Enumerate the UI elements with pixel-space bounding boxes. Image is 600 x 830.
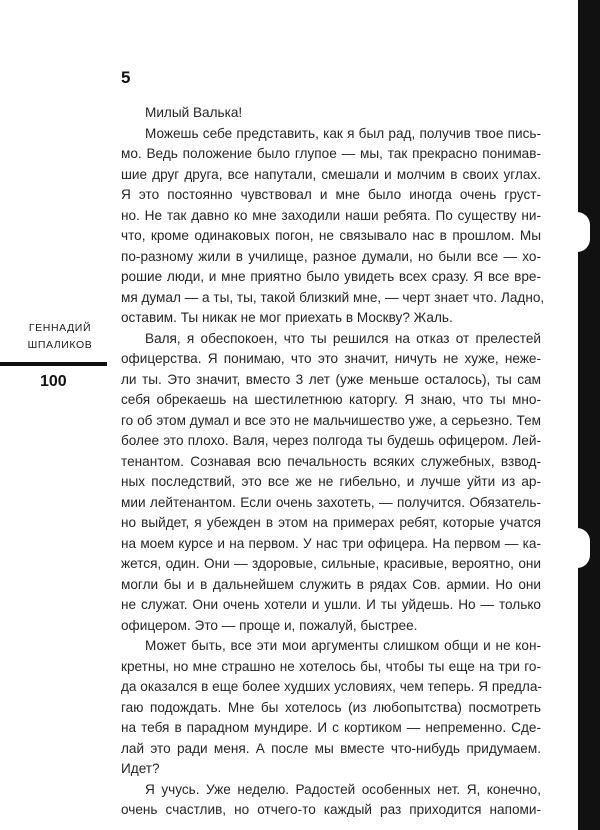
letter-number: 5 xyxy=(121,68,131,87)
text-line: жется, один. Они — здоровые, сильные, красивые, вероятно, они xyxy=(121,556,541,571)
text-line: по-разному жили в училище, разное думали, но были все — хо- xyxy=(121,248,541,264)
text-line: офицерства. Я понимаю, что это значит, ничуть не хуже, нежe- xyxy=(121,351,541,366)
author-divider xyxy=(0,362,107,366)
text-line: что, кроме одинаковых погон, не связывало нас в прошлом. Мы xyxy=(121,228,541,243)
text-line: лай это ради меня. А после мы вместе что-нибудь придумаем. xyxy=(121,740,541,756)
text-line: шие друг друга, все напутали, смешали и молчим в своих углах. xyxy=(121,166,541,182)
text-line: мя думал — а ты, ты, такой близкий мне, — черт знает что. Ладно, xyxy=(121,289,545,305)
page-edge-notch xyxy=(564,528,590,568)
text-line: гаю подождать. Мне бы хотелось (из любопытства) посмотреть xyxy=(121,699,541,715)
text-line: могли бы и в дальнейшем служить в рядах Сов. армии. Но они xyxy=(121,576,541,592)
page-edge-notch xyxy=(564,212,590,252)
salutation-line: Милый Валька! xyxy=(145,105,243,120)
page-number: 100 xyxy=(40,373,67,390)
text-line: кретны, но мне страшно не хотелось бы, чтобы ты еще на три го- xyxy=(121,658,541,674)
text-line: Валя, я обеспокоен, что ты решился на отказ от прелестей xyxy=(145,330,541,346)
text-line: Может быть, все эти мои аргументы слишком общи и не кон- xyxy=(145,638,541,653)
text-line: более это плохо. Валя, через полгода ты будешь офицером. Лей- xyxy=(121,433,541,448)
text-line: Я учусь. Уже неделю. Радостей особенных нет. Я, конечно, xyxy=(145,781,541,797)
text-line: ных последствий, это все же не гибельно, и лучше уйти из ар- xyxy=(121,474,541,489)
text-line: на моем курсе и на первом. У нас три офицера. На первом — ка- xyxy=(121,535,541,551)
text-line: мии лейтенантом. Если очень захотеть, — получится. Обязатель- xyxy=(121,494,541,510)
text-line: на тебя в парадном мундире. И с кортиком — непременно. Сде- xyxy=(121,720,541,735)
text-line: мо. Ведь положение было глупое — мы, так прекрасно понимав- xyxy=(121,146,541,161)
author-last-name: ШПАЛИКОВ xyxy=(27,339,93,351)
text-line: офицером. Это — проще и, пожалуй, быстрее. xyxy=(121,617,418,633)
text-line: но. Не так давно ко мне заходили наши ребята. По существу ни- xyxy=(121,207,541,223)
text-line: оставим. Ты никак не мог приехать в Москву? Жаль. xyxy=(121,310,453,325)
text-line: ли ты. Это значит, вместо 3 лет (уже меньше осталось), ты сам xyxy=(121,371,541,387)
text-line: рошие люди, и мне приятно было увидеть всех сразу. Я все вре- xyxy=(121,269,541,284)
text-line: но выйдет, я убежден в этом на примерах ребят, которые учатся xyxy=(121,515,541,530)
author-name xyxy=(18,320,102,354)
text-line: Можешь себе представить, как я был рад, получив твое пись- xyxy=(145,125,541,141)
text-line: да оказался в еще более худших условиях, чем теперь. Я предла- xyxy=(121,679,542,694)
text-line: себя обрекаешь на шестилетнюю каторгу. Я знаю, что ты мно- xyxy=(121,392,541,407)
text-line: Я это постоянно чувствовал и мне было иногда очень груст- xyxy=(121,187,541,202)
letter-body xyxy=(121,103,545,821)
text-line: тенантом. Сознавая всю печальность всяких служебных, взвод- xyxy=(121,453,541,469)
text-line: очень счастлив, но отчего-то каждый раз приходится напоми- xyxy=(121,802,541,817)
author-first-name: ГЕННАДИЙ xyxy=(28,322,92,334)
text-line: го об этом думал и все это не мальчишество уже, а серьезно. Тем xyxy=(121,412,541,428)
page-edge-bar xyxy=(578,0,600,830)
text-line: не служат. Они очень хотели и ушли. И ты уйдешь. Но — только xyxy=(121,597,541,612)
text-line: Идет? xyxy=(121,761,160,776)
